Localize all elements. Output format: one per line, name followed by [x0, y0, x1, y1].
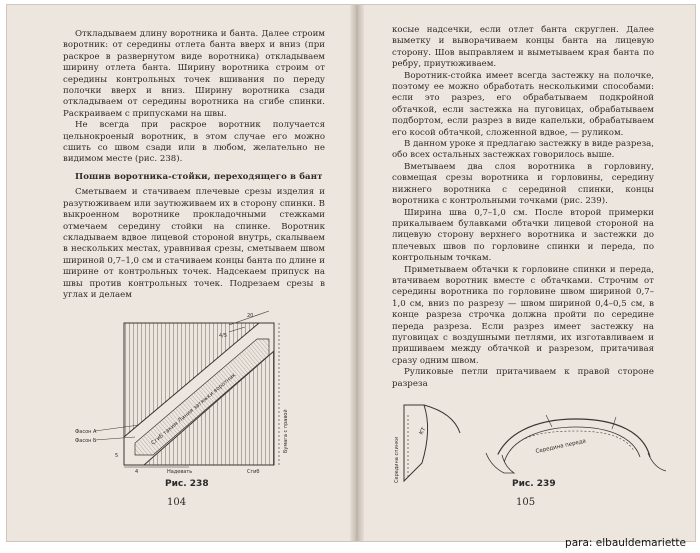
dim-left: 5 — [115, 453, 119, 459]
label-kt: КТ — [418, 426, 428, 436]
left-paragraph-2: Не всегда при раскрое воротник получается цельнокроеный воротник, в этом случае его можно сшить со швом сзади или в любом, желательно не видимом месте (рис. 238). — [63, 120, 325, 165]
label-seredina-spinki: Середина спинки — [394, 436, 400, 483]
left-page-text — [63, 29, 325, 301]
dim-top: 20 — [247, 313, 254, 319]
right-page — [364, 5, 697, 541]
book-spread — [6, 4, 696, 542]
left-paragraph-1: Откладываем длину воротника и банта. Далее строим воротник: от середины отлета банта вверх и вниз (при раскрое в развернутом виде воротника) откладываем ширину отлета банта. Ширину воротника строим от середины контрольных точек вшивания по переду полочки вверх и вниз. Ширину воротника сзади откладываем от середины воротника на сгибе спинки. Раскраиваем с припусками на швы. — [63, 29, 325, 119]
left-page — [7, 5, 350, 541]
dim-bottom: 4 — [135, 469, 139, 475]
right-paragraph-4: Вметываем два слоя воротника в горловину, совмещая срезы воротника и горловины, середину нижнего воротника с серединой спинки, концы воротника с контрольными точками (рис. 239). — [392, 161, 654, 207]
right-paragraph-3: В данном уроке я предлагаю застежку в виде разреза, обо всех остальных застежках говорилось выше. — [392, 139, 654, 161]
figure-238-caption: Рис. 238 — [165, 479, 209, 489]
left-detail-shape — [404, 405, 428, 481]
right-paragraph-2: Воротник-стойка имеет всегда застежку на полочке, поэтому ее можно обработать несколькими способами: если это разрез, его обрабатываем подкройной обтачкой, если застежка на пуговицах, обрабатываем подбортом, если разрез в виде капельки, обрабатываем его косой обтачкой, сложенной вдвое, — руликом. — [392, 70, 654, 138]
label-fason-b: Фасон Б — [75, 438, 97, 444]
figure-239 — [386, 393, 676, 485]
section-heading: Пошив воротника-стойки, переходящего в бант — [75, 171, 323, 182]
page-number-right: 105 — [516, 497, 536, 508]
figure-238 — [69, 305, 301, 477]
right-paragraph-5: Ширина шва 0,7–1,0 см. После второй примерки прикалываем булавками обтачки лицевой стороной на лицевую сторону верхнего воротника и застежки до плечевых швов по горловине спинки и переда, по контрольным точкам. — [392, 207, 654, 264]
right-paragraph-1: косые надсечки, если отлет банта скруглен. Далее выметку и выворачиваем концы банта на лицевую сторону. Шов выправляем и выметываем края банта по ребру, приутюживаем. — [392, 25, 654, 70]
dim-mid: 4/5 — [219, 333, 228, 339]
label-side: Бумага с правой — [283, 409, 289, 453]
right-page-text — [392, 25, 654, 390]
book-gutter — [350, 5, 364, 541]
left-paragraph-3: Сметываем и стачиваем плечевые срезы изделия и разутюживаем или заутюживаем их в сторону спинки. В выкроенном воротнике прокладочными стежками отмечаем середину стойки на спинке. Воротник складываем вдвое лицевой стороной внутрь, скалываем в нескольких местах, уравнивая срезы, сметываем швом шириной 0,7–1,0 см и стачиваем концы банта по длине и ширине от контрольных точек. Надсекаем припуск на швы против контрольных точек. Подрезаем срезы в углах и делаем — [63, 187, 325, 300]
right-paragraph-6: Приметываем обтачки к горловине спинки и переда, втачиваем воротник вместе с обтачками. Строчим от середины воротника по горловине швом шириной 0,7–1,0 см, вниз по разрезу — швом шириной 0,4–0,5 см, в конце разреза строчка должна пройти по середине переда разреза. Если разрез имеет застежку на пуговицах с воздушными петлями, их изготавливаем и пришиваем между обтачкой и разрезом, притачивая сразу одним швом. — [392, 264, 654, 366]
label-fason-a: Фасон А — [75, 429, 97, 435]
label-shov: Сгиб — [247, 469, 260, 475]
watermark-text: para: elbauldemariette — [565, 537, 686, 549]
label-seredina-pereda: Середина переда — [535, 438, 587, 455]
page-number-left: 104 — [167, 497, 187, 508]
right-paragraph-7: Руликовые петли притачиваем к правой стороне разреза — [392, 367, 654, 389]
figure-239-caption: Рис. 239 — [512, 479, 556, 489]
collar-band-text: Сгиб таким Линия затяжки воротник — [150, 372, 238, 447]
label-podbort: Надевать — [167, 469, 193, 475]
